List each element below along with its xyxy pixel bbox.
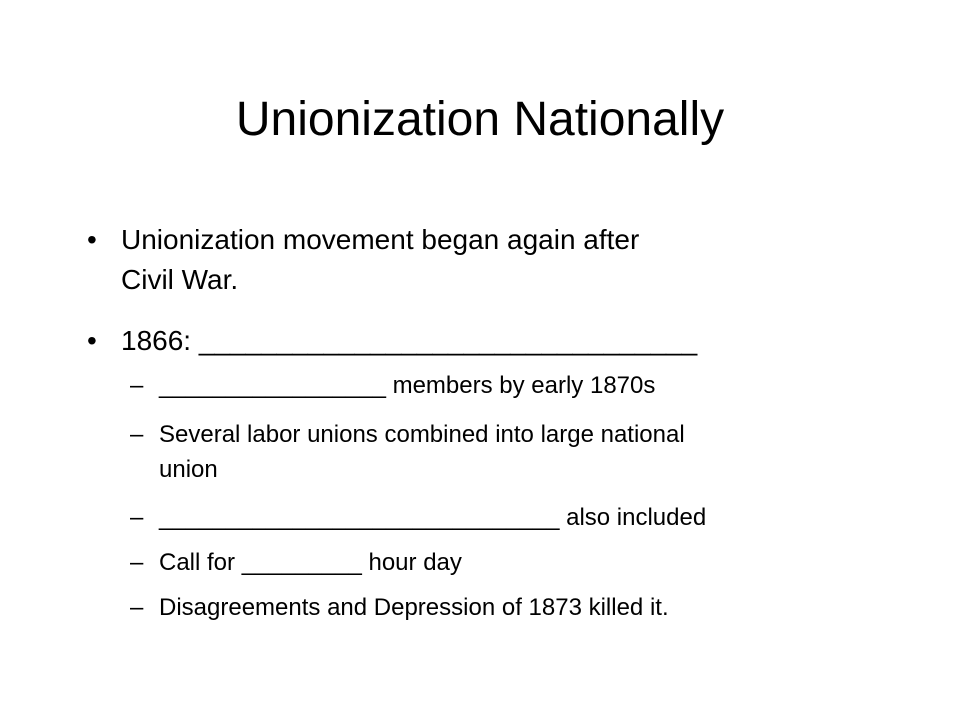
dash-marker: – — [130, 504, 144, 531]
bullet-text: Unionization movement began again after — [121, 224, 640, 255]
dash-marker: – — [130, 549, 144, 576]
dash-marker: – — [130, 594, 144, 621]
bullet-marker: • — [87, 224, 97, 255]
sub-item-text: Disagreements and Depression of 1873 killed it. — [159, 594, 669, 621]
bullet-marker: • — [87, 325, 97, 356]
sub-item-text: union — [159, 456, 218, 483]
sub-item-text: Several labor unions combined into large national — [159, 421, 685, 448]
sub-item-text: Call for _________ hour day — [159, 549, 462, 576]
sub-item-text: _________________ members by early 1870s — [159, 372, 656, 399]
slide-title: Unionization Nationally — [235, 93, 725, 146]
dash-marker: – — [130, 372, 144, 399]
sub-item-text: ______________________________ also included — [159, 504, 707, 531]
bullet-text: 1866: ________________________________ — [121, 325, 698, 356]
bullet-text: Civil War. — [121, 264, 239, 295]
dash-marker: – — [130, 421, 144, 448]
